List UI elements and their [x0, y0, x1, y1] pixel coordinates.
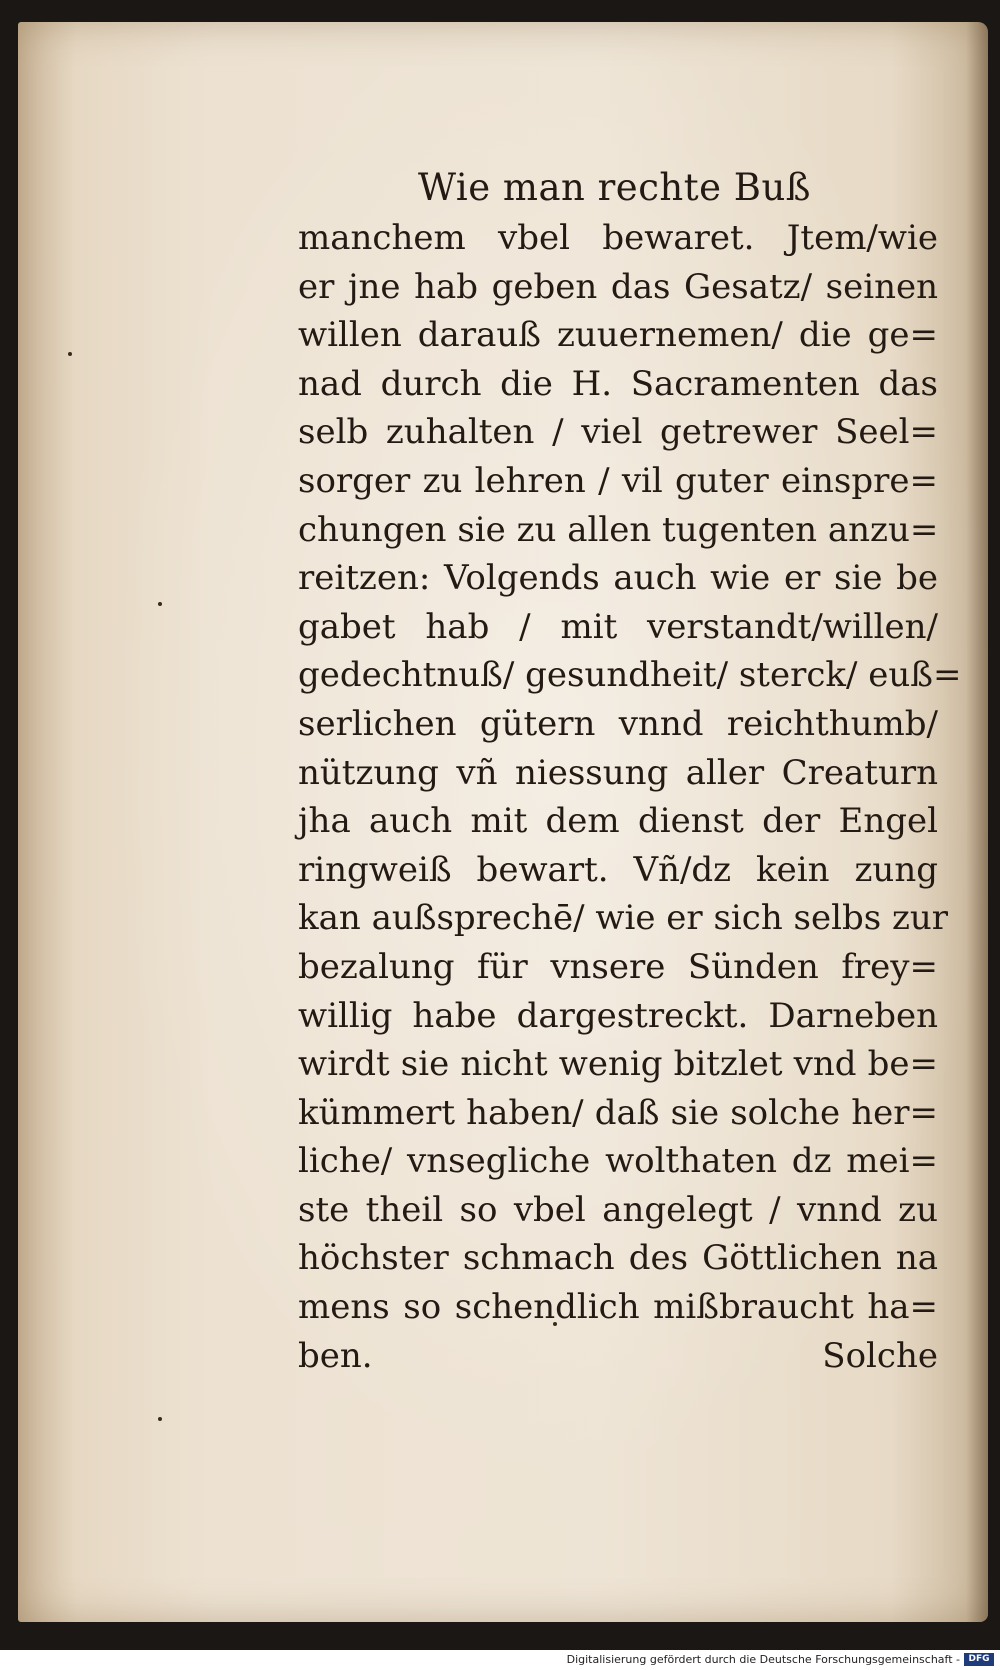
text-line: willig habe dargestreckt. Darneben	[298, 995, 938, 1036]
text-line-last	[298, 1332, 938, 1381]
text-line: kümmert haben/ daß sie solche her=	[298, 1092, 938, 1133]
funding-credit: Digitalisierung gefördert durch die Deutsche Forschungsgemeinschaft -	[566, 1653, 960, 1666]
text-line: liche/ vnsegliche wolthaten dz mei=	[298, 1141, 938, 1182]
ink-speck	[158, 602, 162, 606]
text-line: nützung vñ niessung aller Creaturn	[298, 752, 938, 793]
text-line: chungen sie zu allen tugenten anzu=	[298, 509, 939, 550]
text-line: mens so schendlich mißbraucht ha=	[298, 1287, 938, 1328]
running-head: Wie man rechte Buß	[418, 166, 812, 209]
text-line: sorger zu lehren / vil guter einspre=	[298, 460, 938, 501]
text-line: gedechtnuß/ gesundheit/ sterck/ euß=	[298, 655, 962, 696]
text-line: serlichen gütern vnnd reichthumb/	[298, 703, 938, 744]
dfg-logo: DFG	[964, 1653, 994, 1666]
text-line: wirdt sie nicht wenig bitzlet vnd be=	[298, 1044, 938, 1085]
text-line: willen darauß zuuernemen/ die ge=	[298, 315, 938, 356]
text-line: reitzen: Volgends auch wie er sie be	[298, 558, 938, 599]
text-line: bezalung für vnsere Sünden frey=	[298, 946, 938, 987]
text-line: nad durch die H. Sacramenten das	[298, 363, 938, 404]
text-line-end: ben.	[298, 1335, 373, 1376]
ink-speck	[68, 352, 72, 356]
text-line: ste theil so vbel angelegt / vnnd zu	[298, 1189, 938, 1230]
text-line: gabet hab / mit verstandt/willen/	[298, 606, 938, 647]
text-line: höchster schmach des Göttlichen na	[298, 1238, 938, 1279]
text-line: ringweiß bewart. Vñ/dz kein zung	[298, 849, 938, 890]
catchword: Solche	[822, 1335, 938, 1376]
text-line: kan außsprechē/ wie er sich selbs zur	[298, 898, 949, 939]
text-line: selb zuhalten / viel getrewer Seel=	[298, 412, 938, 453]
body-text	[298, 214, 962, 1380]
text-line: jha auch mit dem dienst der Engel	[298, 801, 938, 842]
ink-speck	[158, 1417, 162, 1421]
text-line: er jne hab geben das Gesatz/ seinen	[298, 266, 938, 307]
book-page	[18, 22, 988, 1622]
text-line: manchem vbel bewaret. Jtem/wie	[298, 218, 938, 258]
digitization-footer	[0, 1650, 1000, 1670]
